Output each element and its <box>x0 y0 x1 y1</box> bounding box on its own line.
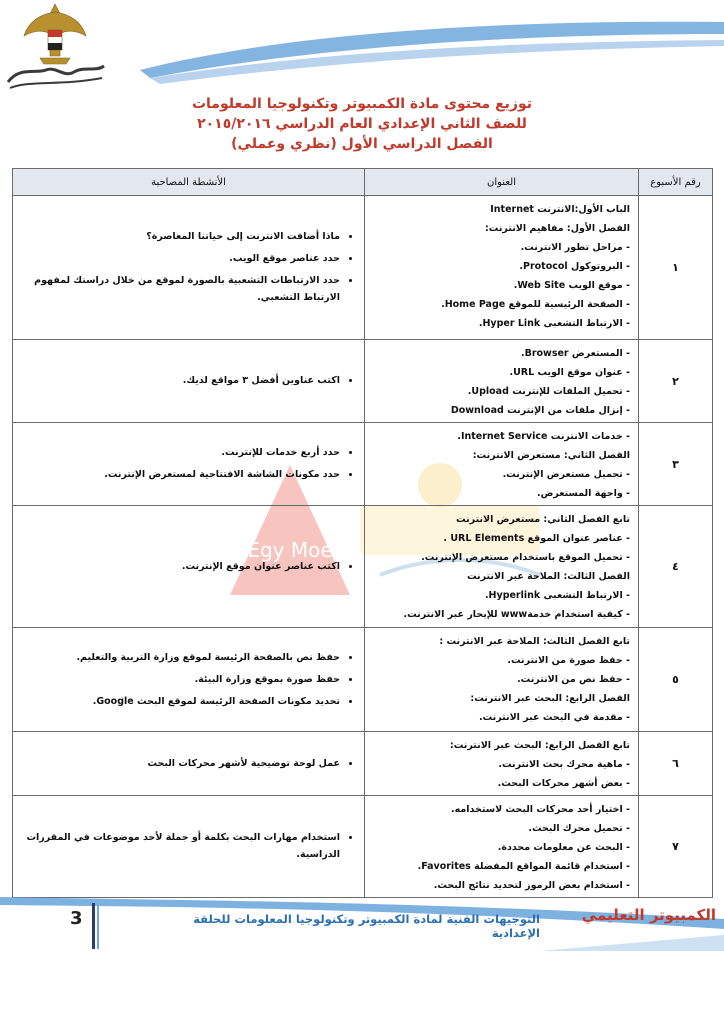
topic-item: - مقدمة في البحث عبر الانترنت. <box>371 708 630 727</box>
title-line-3: الفصل الدراسي الأول (نظري وعملي) <box>231 136 493 152</box>
topic-item: - مراحل تطور الانترنت. <box>371 238 630 257</box>
topic-item: - إنزال ملفات من الإنترنت Download <box>371 401 630 420</box>
topic-item: - عناصر عنوان الموقع URL Elements . <box>371 529 630 548</box>
activities-cell <box>13 796 365 898</box>
activity-item: • حدد أربع خدمات للإنترنت. <box>19 444 340 461</box>
topic-item: - تحميل محرك البحث. <box>371 819 630 838</box>
topic-heading: تابع الفصل الثالث: الملاحة عبر الانترنت : <box>439 636 630 647</box>
topic-cell <box>365 796 639 898</box>
topic-cell <box>365 340 639 423</box>
topic-item: - حفظ صورة من الانترنت. <box>371 651 630 670</box>
topic-cell <box>365 732 639 796</box>
activities-cell <box>13 196 365 340</box>
activities-list <box>19 444 354 483</box>
footer-center-text: التوجيهات الفنية لمادة الكمبيوتر وتكنولوجيا المعلومات للحلقة الإعدادية <box>193 912 540 940</box>
topic-cell <box>365 196 639 340</box>
activities-cell <box>13 340 365 423</box>
topic-item: - حفظ نص من الانترنت. <box>371 670 630 689</box>
topic-heading: تابع الفصل الرابع: البحث عبر الانترنت: <box>449 740 630 751</box>
activities-cell <box>13 506 365 628</box>
page-number: 3 <box>70 908 83 929</box>
topic-item: - تحميل مستعرض الإنترنت. <box>371 465 630 484</box>
topic-heading: الفصل الثالث: الملاحة عبر الانترنت <box>466 571 630 582</box>
document-title <box>0 94 724 154</box>
topic-cell <box>365 423 639 506</box>
topic-heading: الفصل الأول: مفاهيم الانترنت: <box>484 223 630 234</box>
topic-item: - واجهة المستعرض. <box>371 484 630 503</box>
activity-item: • حدد عناصر موقع الويب. <box>19 250 340 267</box>
week-number: ٢ <box>639 340 713 423</box>
topic-item: - ماهية محرك بحث الانترنت. <box>371 755 630 774</box>
activities-list <box>19 755 354 772</box>
activity-item: • حدد الارتباطات التشعبية بالصورة لموقع من خلال دراستك لمفهوم الارتباط التشعبي. <box>19 272 340 306</box>
footer-brand-text: الكمبيوتر التعليمي <box>581 906 716 924</box>
topic-heading: الفصل الرابع: البحث عبر الانترنت: <box>470 693 630 704</box>
activities-list <box>19 228 354 306</box>
week-number: ٦ <box>639 732 713 796</box>
topic-item: - تحميل الموقع باستخدام مستعرض الإنترنت. <box>371 548 630 567</box>
table-row <box>13 196 713 340</box>
svg-text:Egy Moe: Egy Moe <box>247 538 333 562</box>
table-header-row <box>13 169 713 196</box>
topic-item: - استخدام بعض الرموز لتحديد نتائج البحث. <box>371 876 630 895</box>
week-number: ٧ <box>639 796 713 898</box>
topic-item: - عنوان موقع الويب URL. <box>371 363 630 382</box>
topic-item: - الارتباط التشعبى Hyper Link. <box>371 314 630 333</box>
activities-cell <box>13 423 365 506</box>
activities-cell <box>13 732 365 796</box>
activity-item: • عمل لوحة توضيحية لأشهر محركات البحث <box>19 755 340 772</box>
curriculum-table <box>12 168 713 898</box>
title-line-2: للصف الثاني الإعدادي العام الدراسي ٢٠١٥/٢٠١٦ <box>197 116 527 132</box>
topic-item: - المستعرض Browser. <box>371 344 630 363</box>
topic-item: - الصفحة الرئيسية للموقع Home Page. <box>371 295 630 314</box>
topic-item: - البحث عن معلومات محددة. <box>371 838 630 857</box>
table-row <box>13 796 713 898</box>
topic-heading: الباب الأول:الانترنت Internet <box>490 204 630 215</box>
topic-item: - البروتوكول Protocol. <box>371 257 630 276</box>
title-line-1: توزيع محتوى مادة الكمبيوتر وتكنولوجيا المعلومات <box>191 96 532 112</box>
activity-item: • اكتب عناصر عنوان موقع الإنترنت. <box>19 558 340 575</box>
table-row <box>13 423 713 506</box>
egypt-eagle-emblem-icon <box>0 0 110 92</box>
header-topic: العنوان <box>365 169 639 196</box>
activity-item: • حدد مكونات الشاشة الافتتاحية لمستعرض الإنترنت. <box>19 466 340 483</box>
week-number: ١ <box>639 196 713 340</box>
activity-item: • تحديد مكونات الصفحة الرئيسة لموقع البحث Google. <box>19 693 340 710</box>
topic-item: - اختيار أحد محركات البحث لاستخدامه. <box>371 800 630 819</box>
topic-item: - تحميل الملفات للإنترنت Upload. <box>371 382 630 401</box>
table-row <box>13 506 713 628</box>
week-number: ٣ <box>639 423 713 506</box>
topic-heading: الفصل الثاني: مستعرض الانترنت: <box>472 450 630 461</box>
week-number: ٥ <box>639 628 713 732</box>
activity-item: • ماذا أضافت الانترنت إلى حياتنا المعاصرة؟ <box>19 228 340 245</box>
table-row <box>13 732 713 796</box>
topic-item: - استخدام قائمة المواقع المفضلة Favorites. <box>371 857 630 876</box>
activities-cell <box>13 628 365 732</box>
topic-item: - الارتباط التشعبى Hyperlink. <box>371 586 630 605</box>
activity-item: • حفظ صورة بموقع وزارة البيئة. <box>19 671 340 688</box>
activity-item: • اكتب عناوين أفضل ٣ مواقع لديك. <box>19 372 340 389</box>
activities-list <box>19 829 354 863</box>
activity-item: • حفظ نص بالصفحة الرئيسة لموقع وزارة التربية والتعليم. <box>19 649 340 666</box>
topic-item: - خدمات الانترنت Internet Service. <box>371 427 630 446</box>
activities-list <box>19 372 354 389</box>
header-week: رقم الأسبوع <box>639 169 713 196</box>
topic-heading: تابع الفصل الثاني: مستعرض الانترنت <box>456 514 630 525</box>
activities-list <box>19 558 354 575</box>
topic-item: - بعض أشهر محركات البحث. <box>371 774 630 793</box>
table-row <box>13 340 713 423</box>
topic-item: - كيفية استخدام خدمةwww للإبحار عبر الانترنت. <box>371 605 630 624</box>
topic-cell <box>365 506 639 628</box>
topic-item: - موقع الويب Web Site. <box>371 276 630 295</box>
activities-list <box>19 649 354 710</box>
table-row <box>13 628 713 732</box>
header-activities: الأنشطة المصاحبة <box>13 169 365 196</box>
activity-item: • استخدام مهارات البحث بكلمة أو جملة لأحد موضوعات في المقررات الدراسية. <box>19 829 340 863</box>
week-number: ٤ <box>639 506 713 628</box>
topic-cell <box>365 628 639 732</box>
